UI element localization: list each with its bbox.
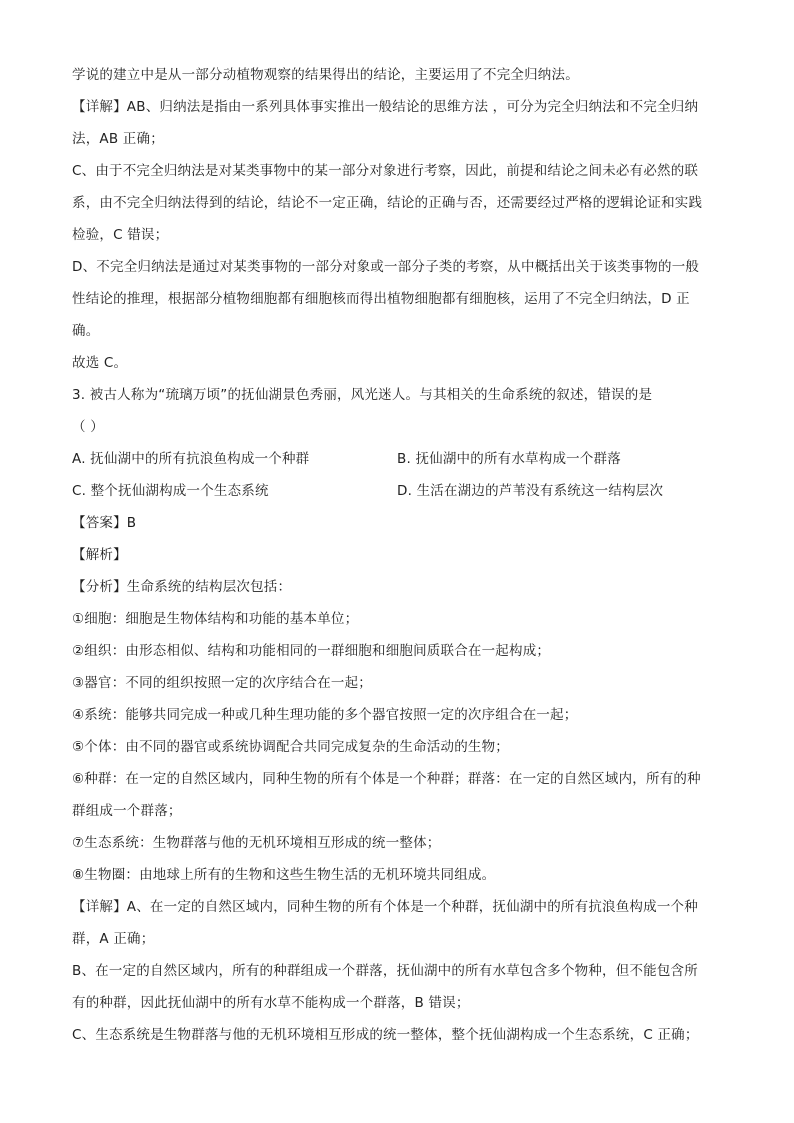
text-line: B、在一定的自然区域内，所有的种群组成一个群落，抚仙湖中的所有水草包含多个物种，但不能包含所 <box>72 963 698 979</box>
option-d: D. 生活在湖边的芦苇没有系统这一结构层次 <box>397 483 664 499</box>
text-line: ②组织：由形态相似、结构和功能相同的一群细胞和细胞间质联合在一起构成； <box>72 643 551 659</box>
question-blank: （ ） <box>72 419 104 435</box>
text-line: 【详解】AB、归纳法是指由一系列具体事实推出一般结论的思维方法 ，可分为完全归纳法和不完全归纳 <box>72 99 699 115</box>
text-line: 确。 <box>72 323 100 339</box>
text-line: 有的种群，因此抚仙湖中的所有水草不能构成一个群落，B 错误； <box>72 995 470 1011</box>
text-line: 检验，C 错误； <box>72 227 169 243</box>
text-line: 群组成一个群落； <box>72 803 182 819</box>
text-line: C、由于不完全归纳法是对某类事物中的某一部分对象进行考察，因此，前提和结论之间未必有必然的联 <box>72 163 699 179</box>
text-line: ⑦生态系统：生物群落与他的无机环境相互形成的统一整体； <box>72 835 441 851</box>
text-line: 群，A 正确； <box>72 931 155 947</box>
option-c: C. 整个抚仙湖构成一个生态系统 <box>72 483 269 499</box>
text-line: ③器官：不同的组织按照一定的次序结合在一起； <box>72 675 373 691</box>
text-line: 故选 C。 <box>72 355 128 371</box>
text-line: ④系统：能够共同完成一种或几种生理功能的多个器官按照一定的次序组合在一起； <box>72 707 578 723</box>
text-line: 性结论的推理，根据部分植物细胞都有细胞核而得出植物细胞都有细胞核，运用了不完全归纳法，D 正 <box>72 291 690 307</box>
text-line: ⑧生物圈：由地球上所有的生物和这些生物生活的无机环境共同组成。 <box>72 867 496 883</box>
option-a: A. 抚仙湖中的所有抗浪鱼构成一个种群 <box>72 451 310 467</box>
text-line: 学说的建立中是从一部分动植物观察的结果得出的结论，主要运用了不完全归纳法。 <box>72 67 579 83</box>
text-line: ⑤个体：由不同的器官或系统协调配合共同完成复杂的生命活动的生物； <box>72 739 510 755</box>
text-line: ⑥种群：在一定的自然区域内，同种生物的所有个体是一个种群；群落：在一定的自然区域内，所有的种 <box>72 771 701 787</box>
analysis-label: 【解析】 <box>72 547 127 563</box>
text-line: D、不完全归纳法是通过对某类事物的一部分对象或一部分子类的考察，从中概括出关于该类事物的一般 <box>72 259 700 275</box>
option-b: B. 抚仙湖中的所有水草构成一个群落 <box>397 451 621 467</box>
text-line: C、生态系统是生物群落与他的无机环境相互形成的统一整体，整个抚仙湖构成一个生态系统，C 正确； <box>72 1027 699 1043</box>
text-line: 法，AB 正确； <box>72 131 164 147</box>
text-line: ①细胞：细胞是生物体结构和功能的基本单位； <box>72 611 359 627</box>
text-line: 【详解】A、在一定的自然区域内，同种生物的所有个体是一个种群，抚仙湖中的所有抗浪鱼构成一个种 <box>72 899 698 915</box>
answer-label: 【答案】B <box>72 515 137 531</box>
text-line: 系，由不完全归纳法得到的结论，结论不一定正确，结论的正确与否，还需要经过严格的逻辑论证和实践 <box>72 195 703 211</box>
question-stem: 3. 被古人称为“琉璃万顷”的抚仙湖景色秀丽，风光迷人。与其相关的生命系统的叙述，错误的是 <box>72 387 653 403</box>
text-line: 【分析】生命系统的结构层次包括： <box>72 579 292 595</box>
